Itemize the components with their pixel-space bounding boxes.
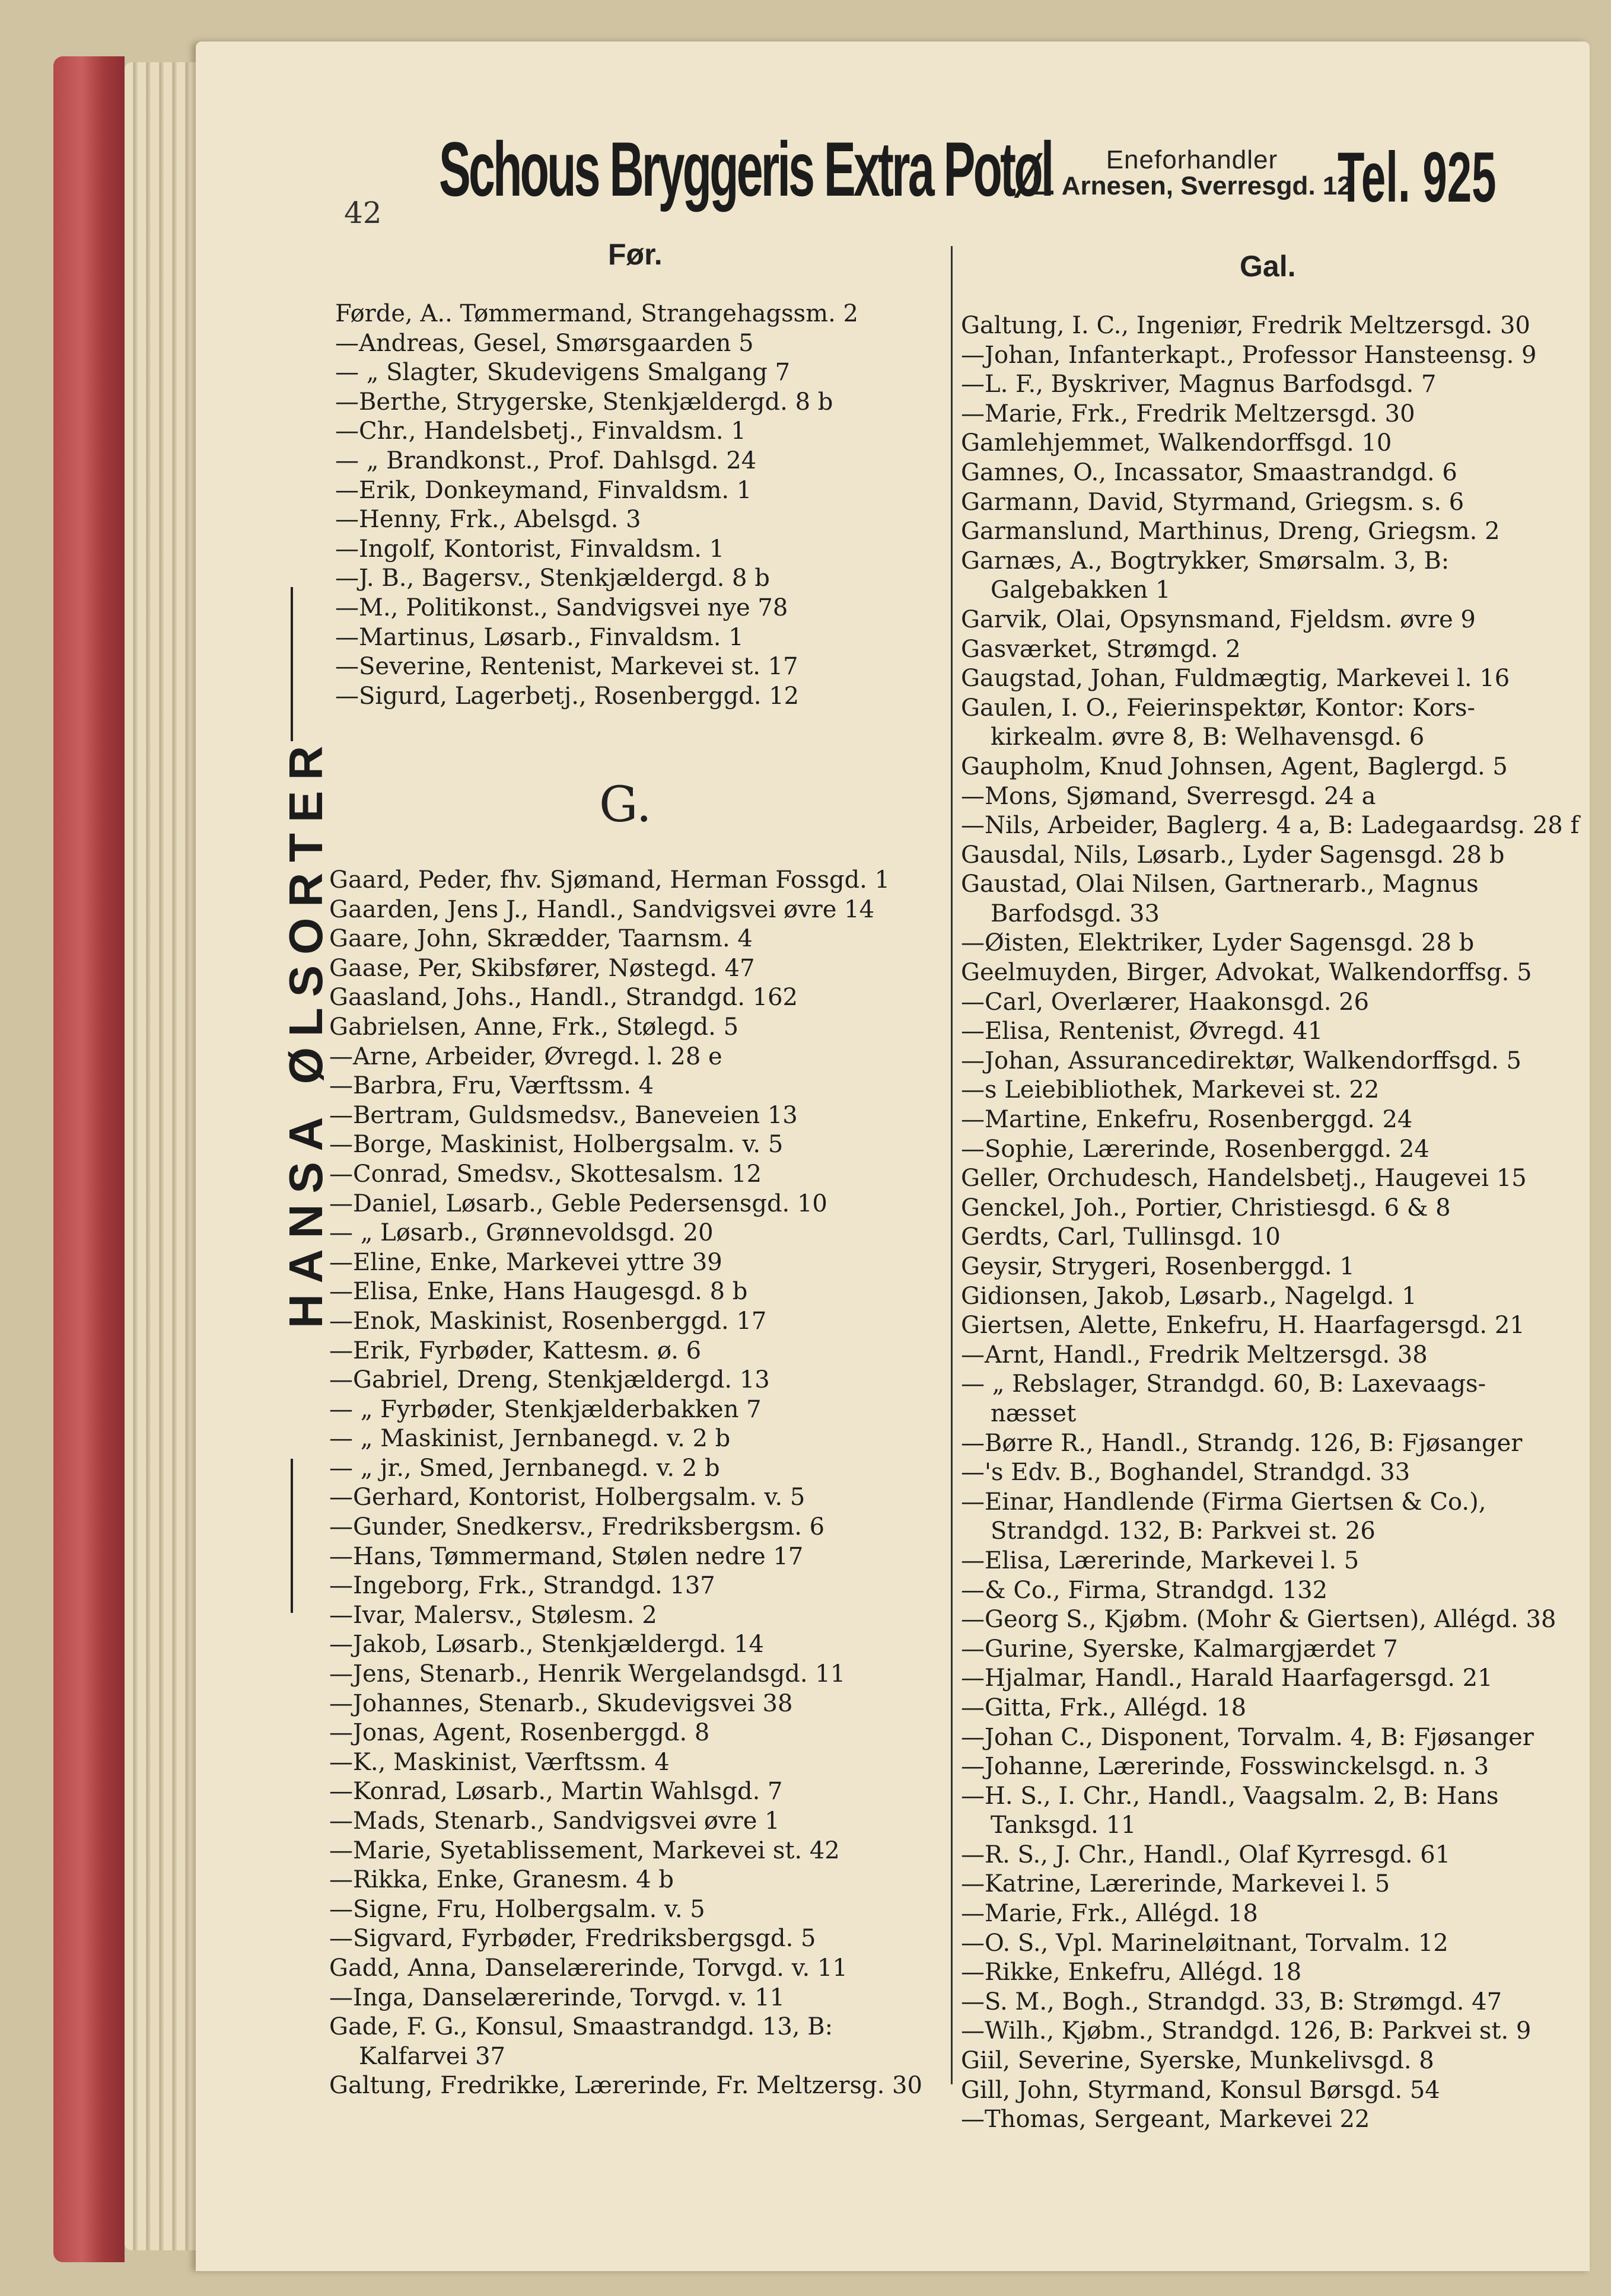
directory-entry: —Hjalmar, Handl., Harald Haarfagersgd. 21 [961, 1664, 1493, 1692]
directory-entry: Garvik, Olai, Opsynsmand, Fjeldsm. øvre 9 [961, 605, 1476, 633]
directory-entry: —Georg S., Kjøbm. (Mohr & Giertsen), Allégd. 38 [961, 1606, 1556, 1634]
side-rule-top [291, 587, 293, 741]
directory-entry: — „ Brandkonst., Prof. Dahlsgd. 24 [335, 447, 757, 474]
directory-entry: —Sophie, Lærerinde, Rosenberggd. 24 [961, 1135, 1429, 1163]
directory-entry: — „ Fyrbøder, Stenkjælderbakken 7 [329, 1395, 762, 1423]
directory-entry: —M., Politikonst., Sandvigsvei nye 78 [335, 594, 788, 621]
directory-entry: — „ jr., Smed, Jernbanegd. v. 2 b [329, 1454, 720, 1482]
directory-entry: Giertsen, Alette, Enkefru, H. Haarfagersgd. 21 [961, 1312, 1525, 1340]
left-column-g-entries [329, 866, 922, 2101]
directory-entry: Gaare, John, Skrædder, Taarnsm. 4 [329, 925, 753, 953]
seller-title: Eneforhandler [1106, 145, 1278, 174]
directory-entry: Gamlehjemmet, Walkendorffsgd. 10 [961, 429, 1392, 457]
directory-entry: —Rikke, Enkefru, Allégd. 18 [961, 1959, 1302, 1986]
directory-entry: kirkealm. øvre 8, B: Welhavensgd. 6 [991, 723, 1425, 751]
directory-entry: —Øisten, Elektriker, Lyder Sagensgd. 28 b [961, 929, 1475, 957]
directory-entry: —Arnt, Handl., Fredrik Meltzersgd. 38 [961, 1341, 1428, 1369]
directory-entry: —Erik, Fyrbøder, Kattesm. ø. 6 [329, 1337, 702, 1364]
directory-entry: Geysir, Strygeri, Rosenberggd. 1 [961, 1253, 1355, 1280]
directory-entry: Garmann, David, Styrmand, Griegsm. s. 6 [961, 488, 1464, 516]
directory-entry: —'s Edv. B., Boghandel, Strandgd. 33 [961, 1459, 1411, 1487]
directory-entry: —Johanne, Lærerinde, Fosswinckelsgd. n. 3 [961, 1753, 1489, 1781]
directory-entry: —O. S., Vpl. Marineløitnant, Torvalm. 12 [961, 1929, 1448, 1957]
directory-entry: —Gerhard, Kontorist, Holbergsalm. v. 5 [329, 1484, 806, 1511]
directory-entry: Gasværket, Strømgd. 2 [961, 635, 1241, 663]
directory-entry: —Elisa, Enke, Hans Haugesgd. 8 b [329, 1278, 748, 1306]
directory-entry: —Mads, Stenarb., Sandvigsvei øvre 1 [329, 1807, 780, 1835]
directory-entry: —S. M., Bogh., Strandgd. 33, B: Strømgd. 47 [961, 1988, 1502, 2016]
directory-entry: Gerdts, Carl, Tullinsgd. 10 [961, 1223, 1281, 1251]
directory-entry: Galtung, I. C., Ingeniør, Fredrik Meltzersgd. 30 [961, 312, 1530, 339]
side-advertisement [249, 587, 332, 1613]
directory-entry: —Erik, Donkeymand, Finvaldsm. 1 [335, 476, 752, 504]
directory-entry: —Wilh., Kjøbm., Strandgd. 126, B: Parkvei st. 9 [961, 2017, 1532, 2045]
directory-entry: —Marie, Frk., Fredrik Meltzersgd. 30 [961, 400, 1415, 428]
directory-entry: —Barbra, Fru, Værftssm. 4 [329, 1072, 654, 1100]
directory-entry: Kalfarvei 37 [359, 2042, 505, 2070]
directory-entry: Geller, Orchudesch, Handelsbetj., Haugevei 15 [961, 1165, 1527, 1192]
directory-entry: —Berthe, Strygerske, Stenkjældergd. 8 b [335, 388, 833, 416]
directory-entry: —L. F., Byskriver, Magnus Barfodsgd. 7 [961, 371, 1437, 398]
directory-entry: —Gitta, Frk., Allégd. 18 [961, 1694, 1247, 1721]
directory-entry: Galgebakken 1 [991, 576, 1171, 604]
directory-entry: —Elisa, Lærerinde, Markevei l. 5 [961, 1546, 1360, 1574]
directory-entry: —Signe, Fru, Holbergsalm. v. 5 [329, 1895, 705, 1923]
side-advertisement-label: HANSA ØLSORTER [279, 735, 332, 1328]
directory-entry: —R. S., J. Chr., Handl., Olaf Kyrresgd. 61 [961, 1841, 1451, 1868]
directory-entry: — „ Rebslager, Strandgd. 60, B: Laxevaags- [961, 1370, 1486, 1398]
directory-entry: Gabrielsen, Anne, Frk., Stølegd. 5 [329, 1013, 739, 1041]
directory-entry: Gaulen, I. O., Feierinspektør, Kontor: Kors- [961, 694, 1475, 722]
directory-entry: Gamnes, O., Incassator, Smaastrandgd. 6 [961, 458, 1457, 486]
directory-entry: —Jonas, Agent, Rosenberggd. 8 [329, 1719, 710, 1747]
directory-entry: —Ingeborg, Frk., Strandgd. 137 [329, 1572, 715, 1600]
directory-entry: —J. B., Bagersv., Stenkjældergd. 8 b [335, 565, 770, 592]
directory-entry: —Inga, Danselærerinde, Torvgd. v. 11 [329, 1984, 785, 2011]
left-column-f-entries [335, 299, 858, 711]
directory-entry: —Jens, Stenarb., Henrik Wergelandsgd. 11 [329, 1660, 846, 1688]
directory-entry: Geelmuyden, Birger, Advokat, Walkendorffsg. 5 [961, 959, 1532, 987]
directory-entry: Genckel, Joh., Portier, Christiesgd. 6 & 8 [961, 1194, 1451, 1222]
directory-entry: Gaugstad, Johan, Fuldmægtig, Markevei l. 16 [961, 665, 1510, 693]
directory-entry: —Thomas, Sergeant, Markevei 22 [961, 2106, 1370, 2134]
directory-entry: —Marie, Frk., Allégd. 18 [961, 1900, 1258, 1928]
directory-entry: —K., Maskinist, Værftssm. 4 [329, 1748, 670, 1776]
directory-entry: —Ivar, Malersv., Stølesm. 2 [329, 1601, 657, 1629]
left-column-heading: Før. [608, 238, 663, 271]
directory-entry: —Conrad, Smedsv., Skottesalsm. 12 [329, 1160, 762, 1188]
directory-entry: —Bertram, Guldsmedsv., Baneveien 13 [329, 1101, 798, 1129]
column-divider [951, 246, 953, 2084]
directory-entry: — „ Maskinist, Jernbanegd. v. 2 b [329, 1425, 731, 1453]
directory-entry: —Gabriel, Dreng, Stenkjældergd. 13 [329, 1366, 770, 1394]
right-column-entries [961, 311, 1579, 2135]
directory-entry: Gadd, Anna, Danselærerinde, Torvgd. v. 11 [329, 1954, 848, 1982]
directory-entry: —Andreas, Gesel, Smørsgaarden 5 [335, 329, 754, 357]
directory-entry: Barfodsgd. 33 [991, 900, 1160, 927]
directory-entry: Gaase, Per, Skibsfører, Nøstegd. 47 [329, 954, 755, 982]
directory-entry: —Katrine, Lærerinde, Markevei l. 5 [961, 1870, 1390, 1898]
directory-entry: —H. S., I. Chr., Handl., Vaagsalm. 2, B: Hans [961, 1782, 1499, 1810]
directory-entry: Gaupholm, Knud Johnsen, Agent, Baglergd. 5 [961, 752, 1508, 780]
directory-entry: —Severine, Rentenist, Markevei st. 17 [335, 653, 798, 681]
directory-entry: —Mons, Sjømand, Sverresgd. 24 a [961, 782, 1376, 810]
directory-entry: Strandgd. 132, B: Parkvei st. 26 [991, 1517, 1376, 1545]
directory-entry: —Carl, Overlærer, Haakonsgd. 26 [961, 988, 1370, 1016]
directory-entry: Gaard, Peder, fhv. Sjømand, Herman Fossgd. 1 [329, 866, 890, 894]
seller-name: L. Arnesen, Sverresgd. 12 [1032, 171, 1352, 200]
directory-entry: —Henny, Frk., Abelsgd. 3 [335, 506, 641, 534]
directory-entry: —Johannes, Stenarb., Skudevigsvei 38 [329, 1689, 793, 1717]
directory-entry: —Konrad, Løsarb., Martin Wahlsgd. 7 [329, 1778, 783, 1806]
directory-entry: —s Leiebibliothek, Markevei st. 22 [961, 1076, 1380, 1104]
page-number: 42 [344, 196, 382, 230]
directory-entry: Garmanslund, Marthinus, Dreng, Griegsm. 2 [961, 518, 1500, 546]
directory-entry: —Arne, Arbeider, Øvregd. l. 28 e [329, 1042, 722, 1070]
directory-entry: —Borge, Maskinist, Holbergsalm. v. 5 [329, 1131, 784, 1159]
directory-entry: Giil, Severine, Syerske, Munkelivsgd. 8 [961, 2047, 1434, 2075]
directory-entry: Gill, John, Styrmand, Konsul Børsgd. 54 [961, 2076, 1440, 2104]
directory-entry: —Daniel, Løsarb., Geble Pedersensgd. 10 [329, 1190, 827, 1217]
side-rule-bottom [291, 1459, 293, 1613]
directory-entry: — „ Slagter, Skudevigens Smalgang 7 [335, 359, 791, 387]
directory-entry: —Eline, Enke, Markevei yttre 39 [329, 1248, 722, 1276]
directory-entry: —Rikka, Enke, Granesm. 4 b [329, 1866, 674, 1894]
header-seller [1032, 145, 1352, 201]
directory-entry: —Ingolf, Kontorist, Finvaldsm. 1 [335, 535, 725, 563]
directory-entry: —Gunder, Snedkersv., Fredriksbergsm. 6 [329, 1513, 825, 1541]
directory-entry: —Enok, Maskinist, Rosenberggd. 17 [329, 1307, 767, 1335]
directory-entry: —Martine, Enkefru, Rosenberggd. 24 [961, 1106, 1413, 1134]
directory-entry: —Marie, Syetablissement, Markevei st. 42 [329, 1836, 840, 1864]
directory-entry: —Børre R., Handl., Strandg. 126, B: Fjøsanger [961, 1429, 1523, 1457]
directory-entry: —Sigvard, Fyrbøder, Fredriksbergsgd. 5 [329, 1925, 816, 1953]
directory-entry: —Hans, Tømmermand, Stølen nedre 17 [329, 1542, 804, 1570]
directory-entry: —Elisa, Rentenist, Øvregd. 41 [961, 1018, 1323, 1045]
directory-entry: —Nils, Arbeider, Baglerg. 4 a, B: Ladegaardsg. 28 f [961, 812, 1580, 840]
directory-entry: Gaustad, Olai Nilsen, Gartnerarb., Magnus [961, 870, 1479, 898]
directory-entry: Gidionsen, Jakob, Løsarb., Nagelgd. 1 [961, 1282, 1417, 1310]
section-letter-g: G. [599, 777, 652, 833]
directory-entry: Galtung, Fredrikke, Lærerinde, Fr. Meltzersg. 30 [329, 2072, 922, 2100]
directory-entry: næsset [991, 1399, 1077, 1427]
directory-entry: —Martinus, Løsarb., Finvaldsm. 1 [335, 623, 744, 651]
right-column-heading: Gal. [1240, 250, 1296, 283]
directory-entry: Gaarden, Jens J., Handl., Sandvigsvei øvre 14 [329, 895, 875, 923]
directory-entry: Førde, A.. Tømmermand, Strangehagssm. 2 [335, 300, 858, 327]
book-binding [53, 56, 125, 2262]
directory-entry: —Johan, Infanterkapt., Professor Hansteensg. 9 [961, 341, 1537, 369]
header-advertisement: Schous Bryggeris Extra Potøl [439, 126, 1052, 212]
directory-entry: Gade, F. G., Konsul, Smaastrandgd. 13, B: [329, 2013, 833, 2041]
directory-entry: —Sigurd, Lagerbetj., Rosenberggd. 12 [335, 682, 800, 710]
directory-entry: —Johan, Assurancedirektør, Walkendorffsgd. 5 [961, 1047, 1521, 1074]
directory-entry: —Johan C., Disponent, Torvalm. 4, B: Fjøsanger [961, 1723, 1534, 1751]
directory-entry: —Jakob, Løsarb., Stenkjældergd. 14 [329, 1631, 765, 1659]
directory-entry: —Gurine, Syerske, Kalmargjærdet 7 [961, 1635, 1398, 1663]
directory-entry: — „ Løsarb., Grønnevoldsgd. 20 [329, 1219, 714, 1247]
directory-entry: —Einar, Handlende (Firma Giertsen & Co.), [961, 1488, 1486, 1516]
directory-entry: Tanksgd. 11 [991, 1812, 1136, 1839]
directory-entry: Garnæs, A., Bogtrykker, Smørsalm. 3, B: [961, 547, 1450, 575]
header-telephone: Tel. 925 [1338, 138, 1497, 217]
directory-entry: —& Co., Firma, Strandgd. 132 [961, 1576, 1328, 1604]
directory-entry: —Chr., Handelsbetj., Finvaldsm. 1 [335, 417, 746, 445]
directory-entry: Gausdal, Nils, Løsarb., Lyder Sagensgd. 28 b [961, 841, 1505, 869]
directory-entry: Gaasland, Johs., Handl., Strandgd. 162 [329, 984, 798, 1012]
